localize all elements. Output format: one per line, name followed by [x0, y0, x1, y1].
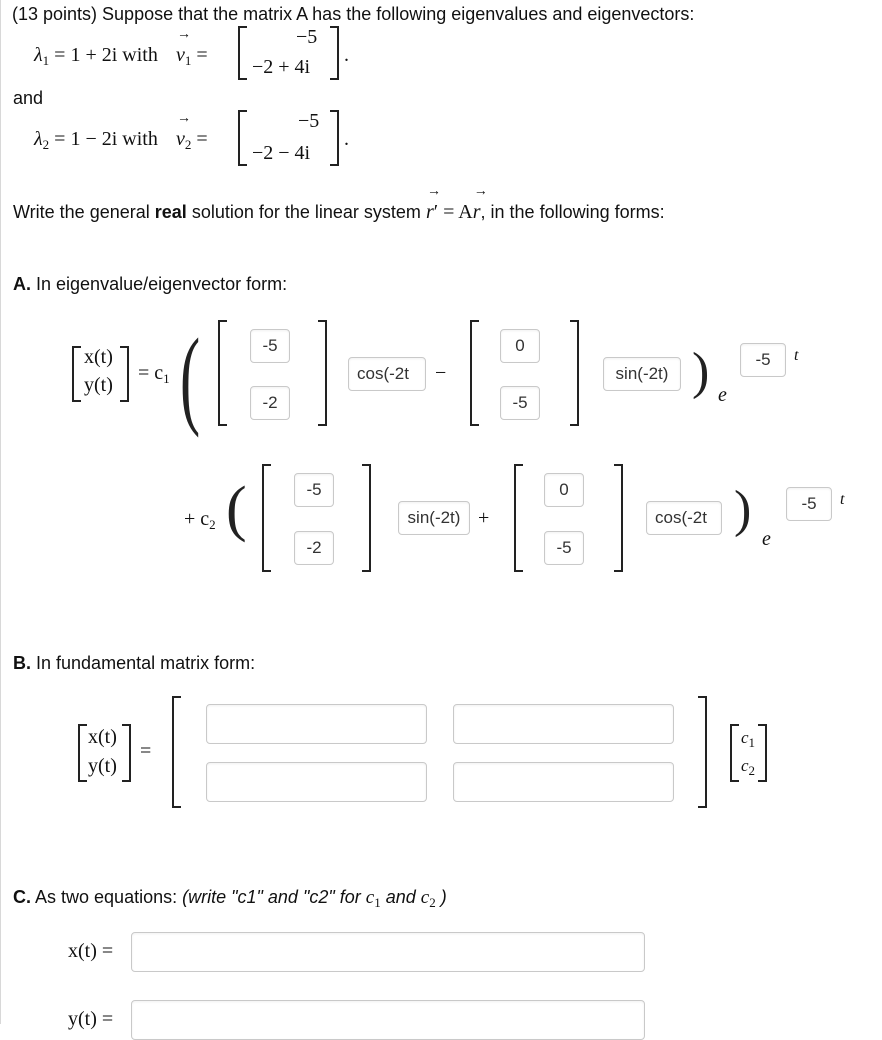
b-m12-input[interactable] — [453, 704, 674, 744]
b-m11-input[interactable] — [206, 704, 427, 744]
a-c1: = $c_1$ — [138, 362, 170, 386]
b-m21-input[interactable] — [206, 762, 427, 802]
b-xy-left-bracket — [78, 724, 87, 782]
c-x-label: x(t) = — [68, 940, 114, 962]
v1-right-bracket — [330, 26, 339, 80]
b-xt: x(t) — [88, 726, 117, 748]
b-matrix-right-bracket — [698, 696, 707, 808]
a-xy-right-bracket — [120, 346, 129, 402]
v1-bottom: −2 + 4i — [252, 56, 311, 78]
a-row2-e: e — [762, 528, 771, 550]
b-matrix-left-bracket — [172, 696, 181, 808]
a-row1-f2-input[interactable]: sin(-2t) — [603, 357, 681, 391]
v1-vector-symbol: → $v_1$ = — [176, 27, 208, 68]
instruction-text: Write the general real solution for the linear system → r′ = A → r, in the following forms: — [13, 184, 665, 223]
a-row1-w2-input[interactable]: -5 — [500, 386, 540, 420]
part-a-heading: A. In eigenvalue/eigenvector form: — [13, 274, 288, 294]
a-row2-exponent-input[interactable]: -5 — [786, 487, 832, 521]
v1-period: . — [344, 44, 349, 66]
c-y-label: y(t) = — [68, 1008, 114, 1030]
b-c2: $c_2$ — [741, 756, 756, 778]
b-yt: y(t) — [88, 755, 117, 777]
v2-bottom: −2 − 4i — [252, 142, 311, 164]
a-row1-v-left-bracket — [218, 320, 227, 426]
part-b-heading: B. In fundamental matrix form: — [13, 653, 256, 673]
b-c1: $c_1$ — [741, 728, 756, 750]
v2-right-bracket — [330, 110, 339, 166]
a-yt: y(t) — [84, 374, 113, 396]
b-c-right-bracket — [758, 724, 767, 782]
a-row2-v-right-bracket — [362, 464, 371, 572]
problem-header: (13 points) Suppose that the matrix A has the following eigenvalues and eigenvectors: — [12, 4, 695, 24]
a-row2-w2-input[interactable]: -5 — [544, 531, 584, 565]
a-row1-v2-input[interactable]: -2 — [250, 386, 290, 420]
v2-left-bracket — [238, 110, 247, 166]
a-row2-f2-input[interactable]: cos(-2t — [646, 501, 722, 535]
a-row1-t: t — [794, 347, 799, 364]
a-row2-w-right-bracket — [614, 464, 623, 572]
a-row2-v1-input[interactable]: -5 — [294, 473, 334, 507]
a-row2-w1-input[interactable]: 0 — [544, 473, 584, 507]
a-row2-v2-input[interactable]: -2 — [294, 531, 334, 565]
a-row2-v-left-bracket — [262, 464, 271, 572]
a-row1-v1-input[interactable]: -5 — [250, 329, 290, 363]
a-row2-open-paren: ( — [226, 475, 247, 543]
a-row1-close-paren: ) — [692, 343, 710, 400]
a-row1-e: e — [718, 384, 727, 406]
and-text: and — [13, 88, 44, 108]
a-row1-w-right-bracket — [570, 320, 579, 426]
a-row1-open-paren: ( — [180, 316, 201, 438]
c-y-input[interactable] — [131, 1000, 645, 1040]
a-row1-minus: − — [435, 362, 447, 384]
lambda1-line: $\lambda_1 = 1 + 2i$ with — [34, 44, 158, 68]
a-row1-exponent-input[interactable]: -5 — [740, 343, 786, 377]
a-row1-f1-input[interactable]: cos(-2t — [348, 357, 426, 391]
v1-left-bracket — [238, 26, 247, 80]
page-left-border — [0, 0, 1, 1024]
a-row2-f1-input[interactable]: sin(-2t) — [398, 501, 470, 535]
a-xt: x(t) — [84, 346, 113, 368]
a-row1-w-left-bracket — [470, 320, 479, 426]
a-row2-plus: + — [478, 507, 490, 529]
b-equals: = — [140, 740, 152, 762]
a-xy-left-bracket — [72, 346, 81, 402]
lambda2-line: $\lambda_2 = 1 - 2i$ with — [34, 128, 158, 152]
v2-period: . — [344, 128, 349, 150]
v1-top: −5 — [296, 26, 318, 48]
b-xy-right-bracket — [122, 724, 131, 782]
a-row2-t: t — [840, 491, 845, 508]
b-c-left-bracket — [730, 724, 739, 782]
a-row1-w1-input[interactable]: 0 — [500, 329, 540, 363]
v2-vector-symbol: → $v_2$ = — [176, 111, 208, 152]
b-m22-input[interactable] — [453, 762, 674, 802]
c-x-input[interactable] — [131, 932, 645, 972]
a-row2-close-paren: ) — [734, 481, 752, 538]
a-row2-w-left-bracket — [514, 464, 523, 572]
v2-top: −5 — [298, 110, 320, 132]
part-c-heading: C. As two equations: (write "c1" and "c2" for $c_1$ and $c_2$ ) — [13, 887, 447, 910]
a-row1-v-right-bracket — [318, 320, 327, 426]
a-c2: + $c_2$ — [184, 508, 216, 532]
